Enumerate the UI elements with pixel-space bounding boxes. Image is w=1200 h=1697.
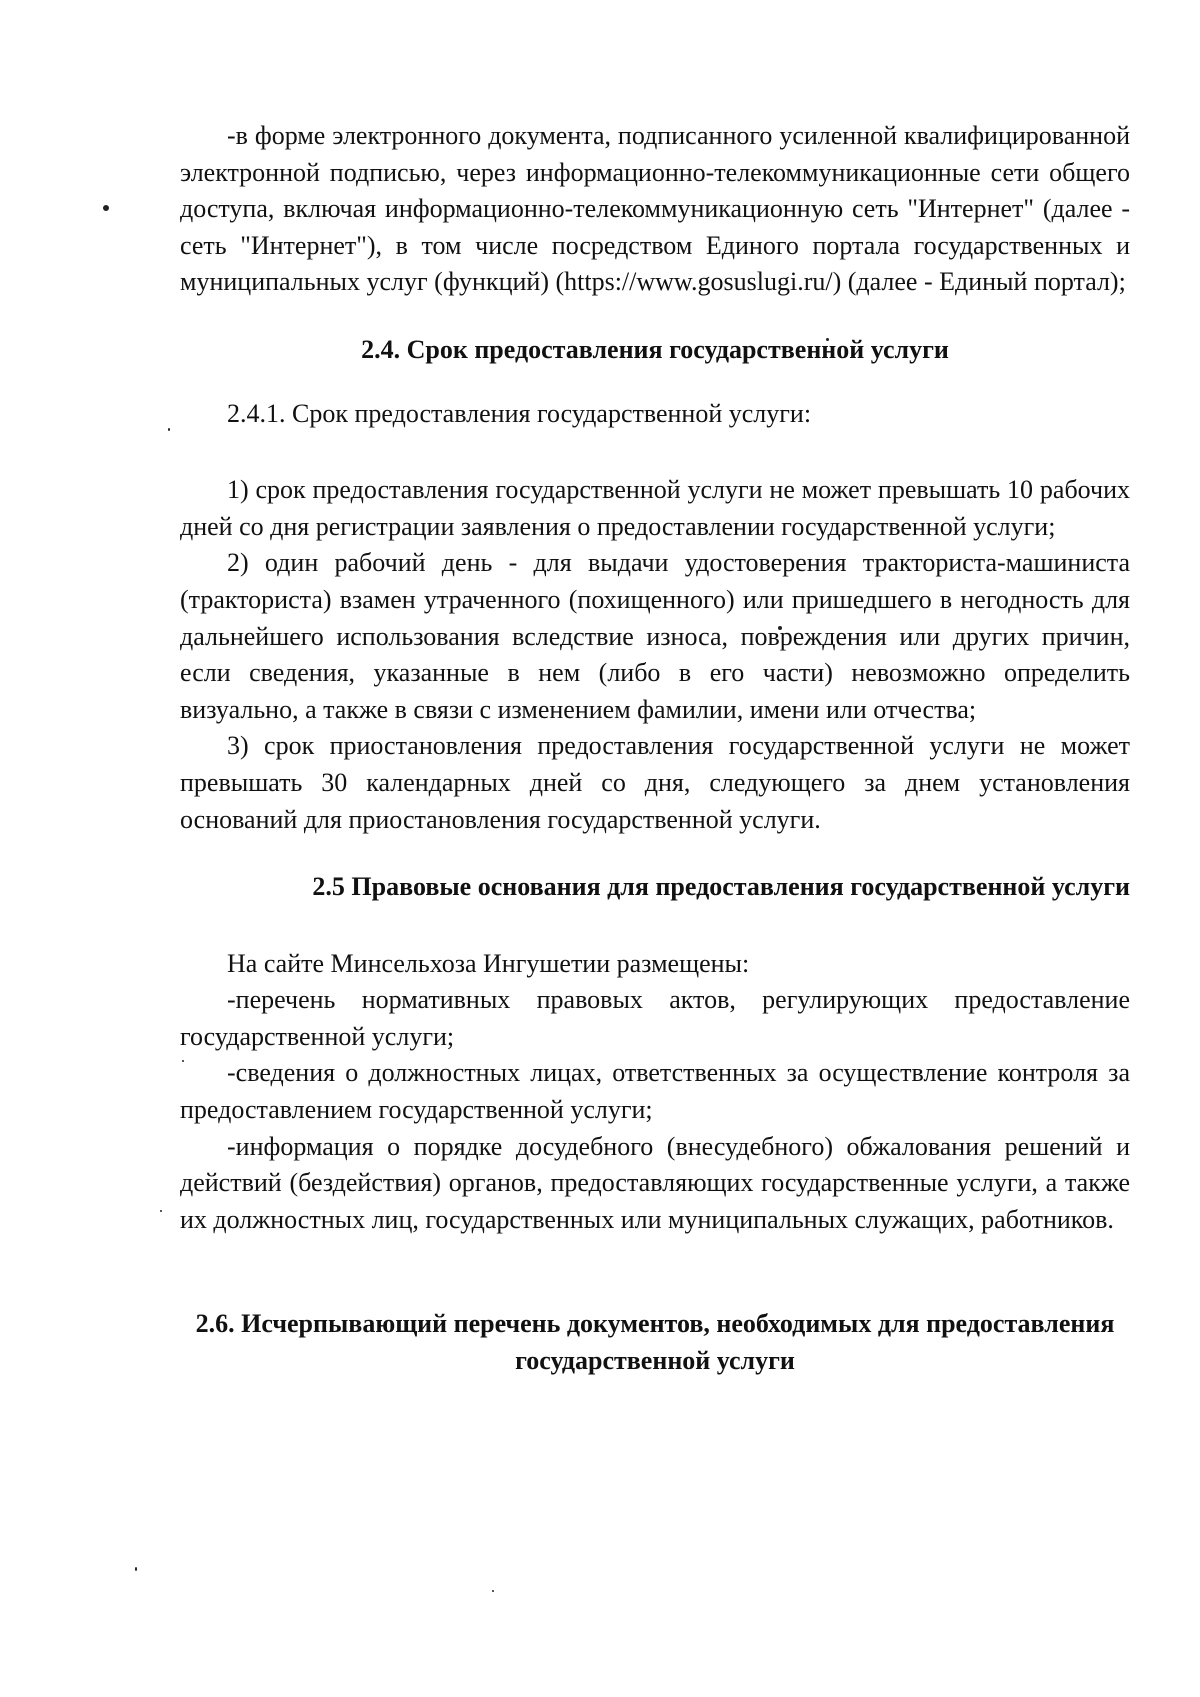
electronic-form-paragraph: -в форме электронного документа, подписанного усиленной квалифицированной электронной подписью, через информационно-телекоммуникационные сети общего доступа, включая информационно-телекоммуникационную сеть "Интернет" (далее - сеть "Интернет"), в том числе посредством Единого портала государственных и муниципальных услуг (функций) (https://www.gosuslugi.ru/) (далее - Единый портал); bbox=[180, 121, 1130, 297]
section-2-4-heading: 2.4. Срок предоставления государственной услуги bbox=[361, 334, 949, 364]
section-2-4-item-3: 3) срок приостановления предоставления государственной услуги не может превышать 30 календарных дней со дня, следующего за днем установления оснований для приостановления государственной услуги. bbox=[180, 731, 1130, 834]
document-body bbox=[180, 118, 1130, 1380]
section-2-4-item-1: 1) срок предоставления государственной услуги не может превышать 10 рабочих дней со дня регистрации заявления о предоставлении государственной услуги; bbox=[180, 475, 1130, 541]
section-2-4-intro: 2.4.1. Срок предоставления государственной услуги: bbox=[227, 398, 812, 428]
scan-speck bbox=[160, 1210, 162, 1212]
section-2-5-heading: 2.5 Правовые основания для предоставления государственной услуги bbox=[312, 872, 1130, 902]
section-2-6-heading: 2.6. Исчерпывающий перечень документов, необходимых для предоставления государственной услуги bbox=[195, 1309, 1115, 1376]
section-2-5-intro: На сайте Минсельхоза Ингушетии размещены: bbox=[227, 948, 750, 978]
scan-speck bbox=[492, 1590, 494, 1592]
scan-speck bbox=[168, 428, 170, 431]
section-2-4-item-2: 2) один рабочий день - для выдачи удостоверения тракториста-машиниста (тракториста) взамен утраченного (похищенного) или пришедшего в негодность для дальнейшего использования вследствие износа, повреждения или других причин, если сведения, указанные в нем (либо в его части) невозможно определить визуально, а также в связи с изменением фамилии, имени или отчества; bbox=[180, 548, 1130, 724]
scan-speck bbox=[135, 1567, 137, 1571]
section-2-5-item-3: -информация о порядке досудебного (внесудебного) обжалования решений и действий (бездействия) органов, предоставляющих государственные услуги, а также их должностных лиц, государственных или муниципальных служащих, работников. bbox=[180, 1131, 1130, 1234]
scan-speck bbox=[103, 205, 109, 211]
section-2-5-item-1: -перечень нормативных правовых актов, регулирующих предоставление государственной услуги; bbox=[180, 985, 1130, 1051]
section-2-5-item-2: -сведения о должностных лицах, ответственных за осуществление контроля за предоставлением государственной услуги; bbox=[180, 1058, 1130, 1125]
